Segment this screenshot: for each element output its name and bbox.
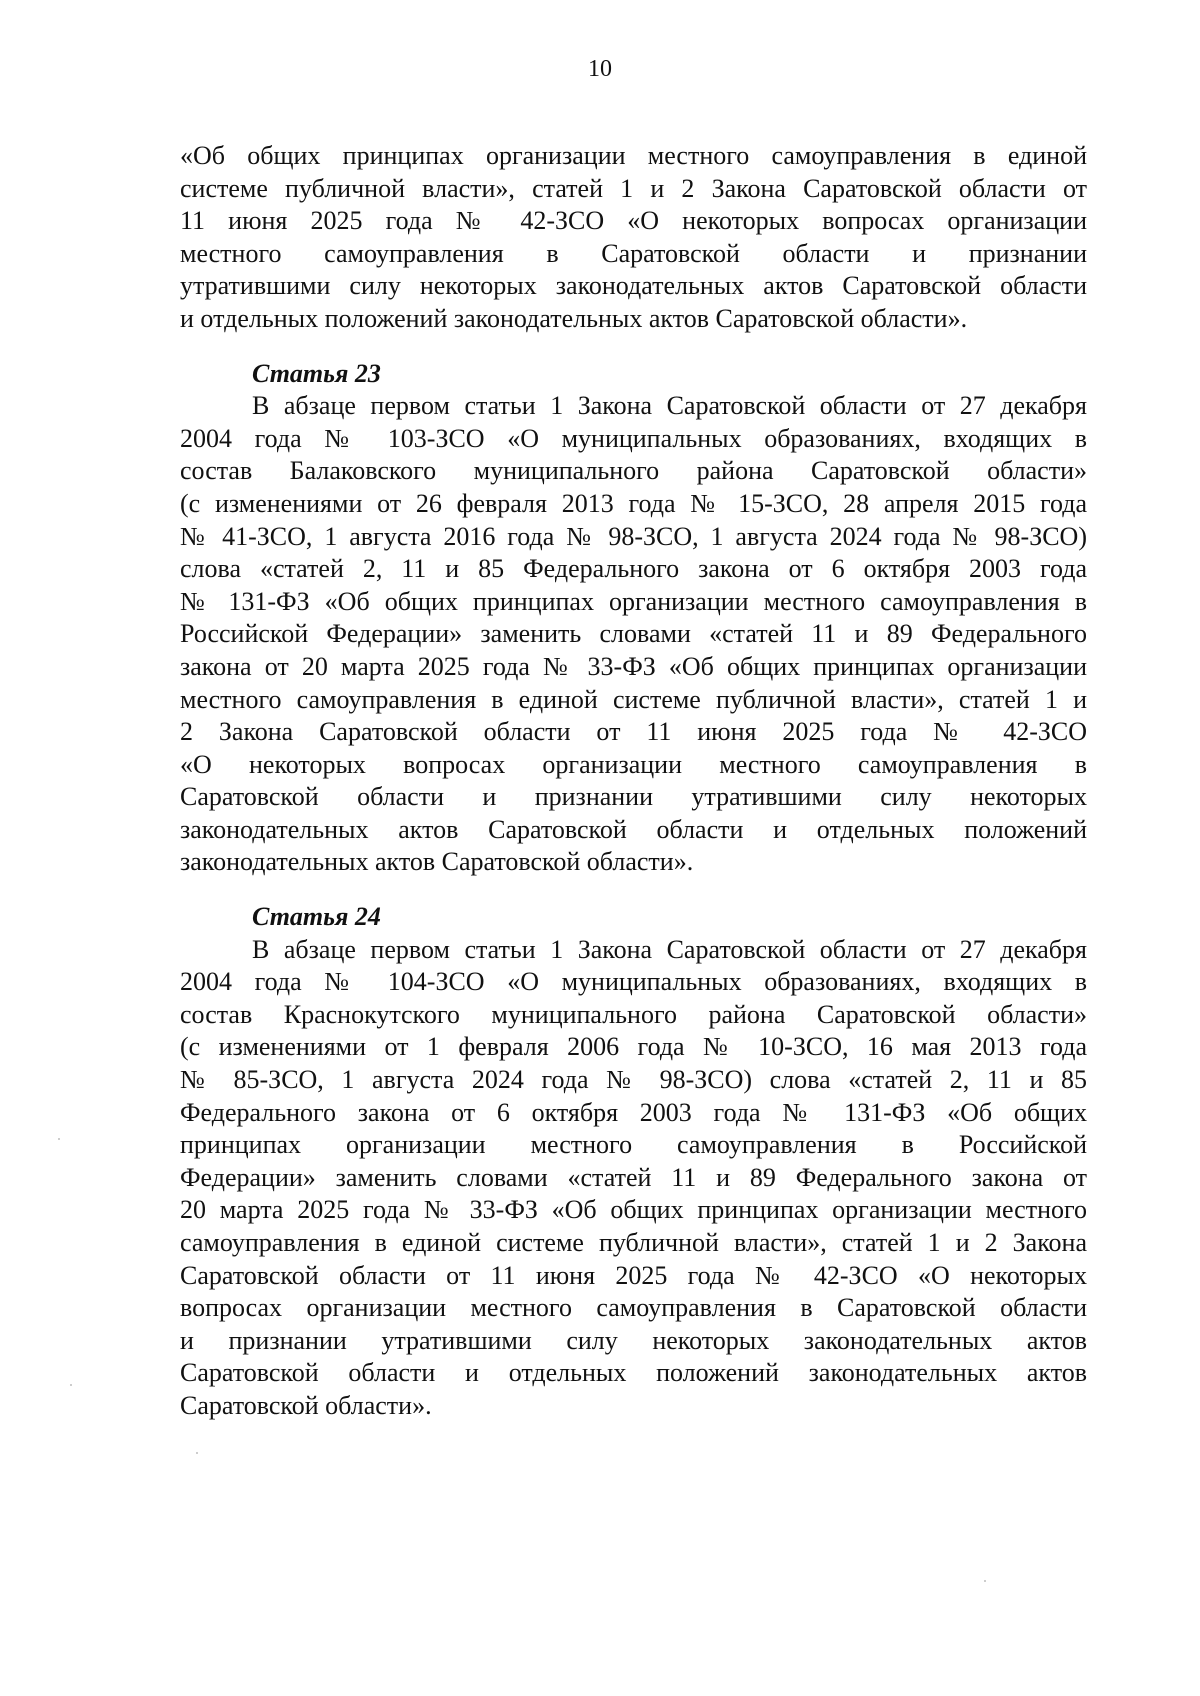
text-line: Саратовской области от 11 июня 2025 года № 42-ЗСО «О некоторых — [180, 1260, 1087, 1290]
article-23 — [180, 358, 1087, 880]
text-line: № 131-ФЗ «Об общих принципах организации местного самоуправления в — [180, 586, 1087, 616]
text-line: законодательных актов Саратовской области и отдельных положений — [180, 814, 1087, 844]
article-heading: Статья 24 — [252, 902, 381, 932]
text-line: Федерального закона от 6 октября 2003 года № 131-ФЗ «Об общих — [180, 1097, 1087, 1127]
scan-speck — [984, 1580, 986, 1582]
text-line: «Об общих принципах организации местного самоуправления в единой — [180, 141, 1087, 170]
text-line: Саратовской области». — [180, 1390, 432, 1420]
scan-speck — [196, 1452, 198, 1454]
text-line: В абзаце первом статьи 1 Закона Саратовской области от 27 декабря — [252, 934, 1087, 964]
text-line: В абзаце первом статьи 1 Закона Саратовской области от 27 декабря — [252, 391, 1087, 421]
text-line: системе публичной власти», статей 1 и 2 Закона Саратовской области от — [180, 173, 1087, 203]
text-line: слова «статей 2, 11 и 85 Федерального закона от 6 октября 2003 года — [180, 554, 1087, 584]
text-line: вопросах организации местного самоуправления в Саратовской области — [180, 1293, 1087, 1323]
text-line: местного самоуправления в единой системе публичной власти», статей 1 и — [180, 684, 1087, 714]
text-line: законодательных актов Саратовской области». — [180, 847, 694, 877]
text-line: состав Балаковского муниципального района Саратовской области» — [180, 456, 1087, 486]
text-line: утратившими силу некоторых законодательных актов Саратовской области — [180, 271, 1087, 301]
text-line: 11 июня 2025 года № 42-ЗСО «О некоторых вопросах организации — [180, 206, 1087, 236]
text-line: Саратовской области и признании утратившими силу некоторых — [180, 782, 1087, 812]
document-body — [180, 140, 1087, 1423]
text-line: Саратовской области и отдельных положений законодательных актов — [180, 1358, 1087, 1388]
page-number: 10 — [588, 56, 612, 82]
text-line: (с изменениями от 26 февраля 2013 года № 15-ЗСО, 28 апреля 2015 года — [180, 488, 1087, 518]
article-24 — [180, 901, 1087, 1423]
text-line: 2004 года № 104-ЗСО «О муниципальных образованиях, входящих в — [180, 967, 1087, 997]
text-line: состав Краснокутского муниципального района Саратовской области» — [180, 999, 1087, 1029]
text-line: № 41-ЗСО, 1 августа 2016 года № 98-ЗСО, 1 августа 2024 года № 98-ЗСО) — [180, 521, 1087, 551]
text-line: самоуправления в единой системе публичной власти», статей 1 и 2 Закона — [180, 1228, 1087, 1257]
text-line: принципах организации местного самоуправления в Российской — [180, 1130, 1087, 1160]
text-line: «О некоторых вопросах организации местного самоуправления в — [180, 749, 1087, 779]
text-line: и отдельных положений законодательных актов Саратовской области». — [180, 303, 968, 333]
text-line: закона от 20 марта 2025 года № 33-ФЗ «Об общих принципах организации — [180, 651, 1087, 681]
text-line: № 85-ЗСО, 1 августа 2024 года № 98-ЗСО) слова «статей 2, 11 и 85 — [180, 1065, 1087, 1095]
text-line: 20 марта 2025 года № 33-ФЗ «Об общих принципах организации местного — [180, 1195, 1087, 1225]
text-line: и признании утратившими силу некоторых законодательных актов — [180, 1325, 1087, 1355]
scan-speck — [58, 1138, 60, 1140]
text-line: 2 Закона Саратовской области от 11 июня 2025 года № 42-ЗСО — [180, 717, 1087, 747]
article-heading: Статья 23 — [252, 358, 381, 388]
text-line: 2004 года № 103-ЗСО «О муниципальных образованиях, входящих в — [180, 423, 1087, 453]
text-line: (с изменениями от 1 февраля 2006 года № 10-ЗСО, 16 мая 2013 года — [180, 1032, 1087, 1062]
text-line: местного самоуправления в Саратовской области и признании — [180, 238, 1087, 268]
text-line: Федерации» заменить словами «статей 11 и 89 Федерального закона от — [180, 1162, 1087, 1192]
text-line: Российской Федерации» заменить словами «статей 11 и 89 Федерального — [180, 619, 1087, 649]
scan-speck — [70, 1384, 72, 1386]
intro-paragraph — [180, 140, 1087, 336]
